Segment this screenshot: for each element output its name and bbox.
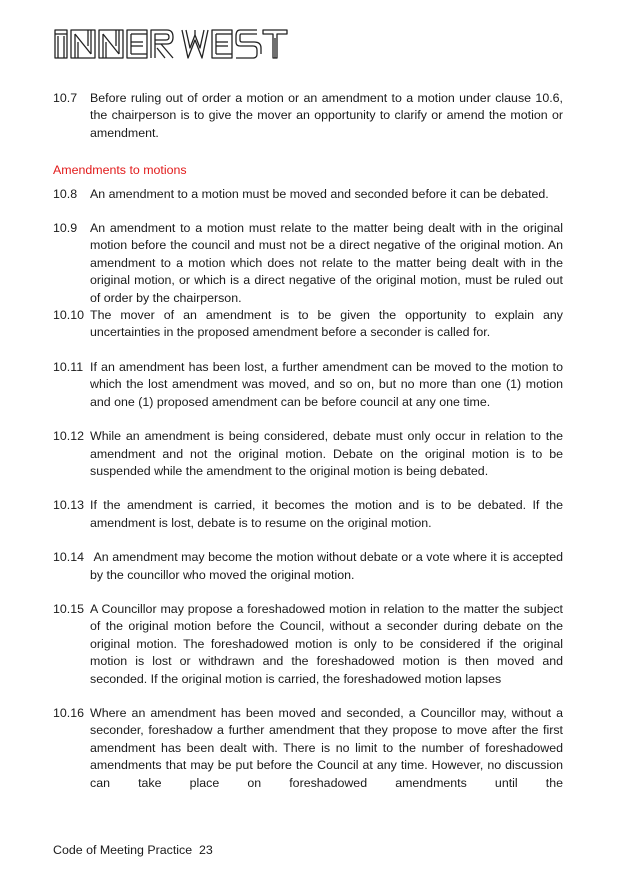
clause-number: 10.7 (53, 91, 78, 105)
clause-text: If the amendment is carried, it becomes the motion and is to be debated. If the amendment is lost, debate is to resume on the original motion. (90, 498, 563, 530)
clause-number: 10.13 (53, 498, 85, 513)
clause-10-16 (53, 705, 563, 792)
clause-text: A Councillor may propose a foreshadowed motion in relation to the matter the subject of the original motion before the Council, without a seconder during debate on the original motion. The foreshadowed motion is only to be considered if the original motion is lost or withdrawn and the foreshadowed motion is then moved and seconded. If the original motion is carried, the foreshadowed motion lapses (90, 601, 563, 686)
clause-text: Where an amendment has been moved and seconded, a Councillor may, without a seconder, foreshadow a further amendment that they propose to move after the first amendment has been dealt with. There is no limit to the number of foreshadowed amendments that may be put before the Council at any time. However, no discussion can take place on foreshadowed amendments until the (90, 705, 563, 790)
clause-number: 10.11 (53, 359, 84, 374)
clause-text: An amendment to a motion must relate to the matter being dealt with in the original motion before the council and must not be a direct negative of the original motion. An amendment to a motion which does not relate to the matter being dealt with in the original motion, or which is a direct negative of the original motion, must be ruled out of order by the chairperson. (90, 221, 563, 305)
clause-10-10 (53, 307, 563, 342)
clause-number: 10.12 (53, 429, 85, 444)
document-body (53, 90, 567, 792)
clause-text: The mover of an amendment is to be given the opportunity to explain any uncertainties in the proposed amendment before a seconder is called for. (90, 308, 563, 340)
inner-west-logo (54, 28, 290, 60)
clause-number: 10.9 (53, 221, 78, 236)
clause-10-15 (53, 601, 563, 688)
clause-10-9 (53, 220, 563, 307)
clause-10-8 (53, 186, 563, 203)
page-footer: Code of Meeting Practice 23 (53, 843, 213, 857)
clause-text: An amendment to a motion must be moved and seconded before it can be debated. (90, 186, 549, 201)
clause-10-11 (53, 359, 563, 411)
clause-text: Before ruling out of order a motion or an amendment to a motion under clause 10.6, the chairperson is to give the mover an opportunity to clarify or amend the motion or amendment. (90, 91, 563, 140)
clause-text: While an amendment is being considered, debate must only occur in relation to the amendment and not the original motion. Debate on the original motion is to be suspended while the amendment to the original motion is being debated. (90, 429, 563, 478)
clause-number: 10.10 (53, 308, 85, 323)
clause-number: 10.16 (53, 705, 85, 720)
clause-number: 10.15 (53, 601, 85, 616)
clause-10-13 (53, 497, 563, 532)
clause-number: 10.14 (53, 550, 85, 565)
clause-10-12 (53, 428, 563, 480)
inner-west-logo-icon (54, 28, 290, 60)
section-heading: Amendments to motions (53, 163, 187, 178)
clause-number: 10.8 (53, 186, 78, 201)
clause-text: If an amendment has been lost, a further amendment can be moved to the motion to which the lost amendment was moved, and so on, but no more than one (1) motion and one (1) proposed amendment can be before council at any one time. (90, 359, 563, 409)
clause-text: An amendment may become the motion without debate or a vote where it is accepted by the councillor who moved the original motion. (90, 550, 567, 582)
clause-10-14 (53, 549, 567, 584)
clause-10-7 (53, 90, 563, 142)
